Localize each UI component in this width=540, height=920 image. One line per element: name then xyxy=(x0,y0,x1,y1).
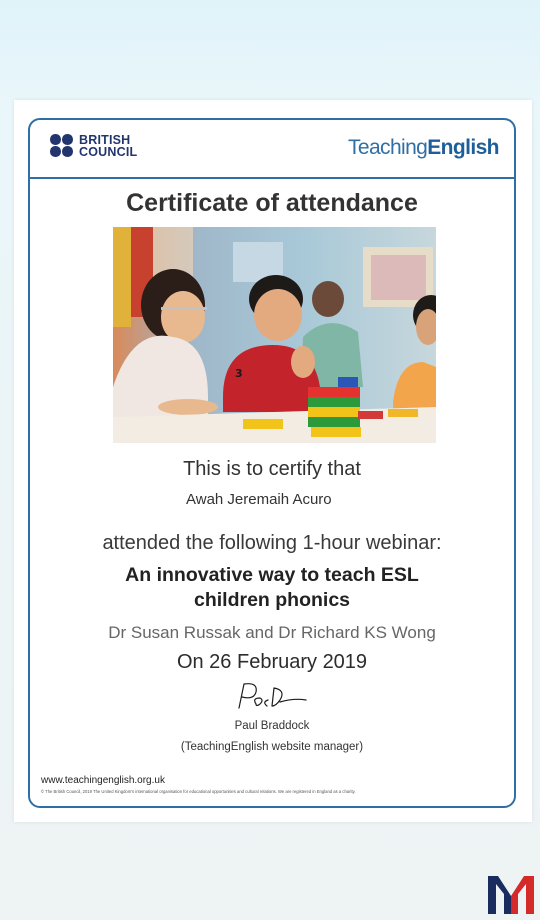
british-council-dots-icon xyxy=(50,134,74,158)
svg-text:3: 3 xyxy=(235,367,243,380)
webinar-title xyxy=(30,563,514,613)
teaching-english-bold: English xyxy=(427,136,499,159)
presenters: Dr Susan Russak and Dr Richard KS Wong xyxy=(108,623,436,642)
m-watermark-logo xyxy=(486,872,536,916)
copyright-notice: © The British Council, 2019 The United Kingdom's international organisation for educational opportunities and cultural relations. We are registered in England as a charity. xyxy=(41,789,356,794)
british-council-wordmark xyxy=(79,134,137,158)
signature-image xyxy=(234,680,312,714)
webinar-title-line2: children phonics xyxy=(193,589,351,611)
british-council-line1: BRITISH xyxy=(79,133,131,147)
certify-text: This is to certify that xyxy=(183,458,361,480)
classroom-photo xyxy=(113,227,436,443)
webinar-title-line1: An innovative way to teach ESL xyxy=(125,564,419,586)
british-council-line2: COUNCIL xyxy=(79,145,138,159)
teaching-english-logo xyxy=(348,136,499,160)
certificate-title: Certificate of attendance xyxy=(126,189,418,217)
recipient-name: Awah Jeremaih Acuro xyxy=(186,491,332,508)
website-url: www.teachingenglish.org.uk xyxy=(41,775,165,786)
signer-role: (TeachingEnglish website manager) xyxy=(180,741,364,753)
header-divider xyxy=(29,177,515,179)
classroom-photo-illustration xyxy=(113,227,436,443)
attended-text: attended the following 1-hour webinar: xyxy=(102,532,442,554)
teaching-english-regular: Teaching xyxy=(348,136,428,159)
signer-name: Paul Braddock xyxy=(234,720,310,732)
british-council-logo xyxy=(50,134,137,158)
webinar-date: On 26 February 2019 xyxy=(176,651,368,673)
